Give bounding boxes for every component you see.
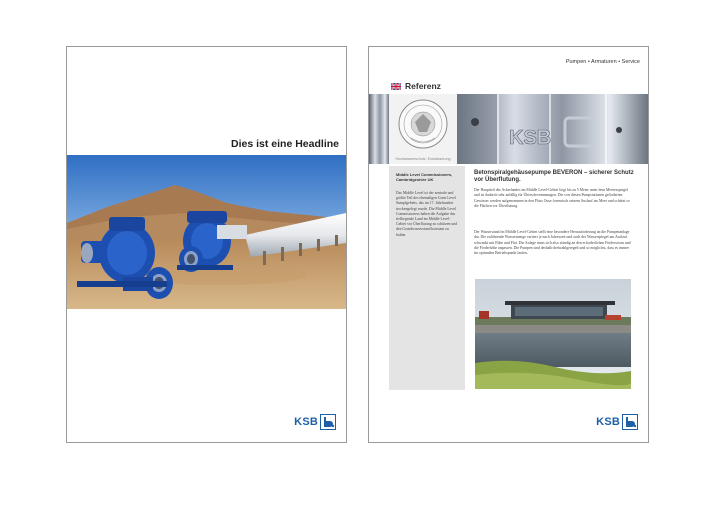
reference-page [368, 46, 649, 443]
commissioners-seal-icon [389, 94, 457, 156]
ksb-logo [596, 414, 638, 430]
ksb-b-mark-icon [320, 414, 336, 430]
sidebar-heading: Middle Level Commissioners, Cambridgeshire UK [396, 172, 453, 182]
cover-headline: Dies ist eine Headline [231, 138, 339, 150]
brand-tagline: Pumpen • Armaturen • Service [565, 59, 640, 65]
customer-sidebar [389, 166, 465, 390]
pump-landscape-image [67, 155, 346, 309]
article-paragraph: Der Hauptteil des Ackerlandes im Middle Level-Gebiet liegt bis zu 5 Meter unter dem Meeresspiegel und ist dadurch sehr anfällig für Überschwemmungen. Die von diesen Pumpstationen geförderten Gewässer werden aufgenommen in den Fluss Ouse forensisch seinem Auslauf ins Meer und schützt so die Flächen vor Überflutung. [474, 188, 630, 208]
ksb-logo [294, 414, 336, 430]
article-title: Betonspiralgehäusepumpe BEVERON – sicherer Schutz vor Überflutung. [474, 170, 634, 183]
article-paragraph: Der Wasserstand im Middle Level-Gebiet stellt eine besondere Herausforderung an die Pumpenanlage dar. Die zuführende Wassermenge variiert je nach Jahreszeit und auch der Wasserspiegel am Auslauf schwankt mit Ebbe und Flut. Die Anlage muss sich also ständig an den erforderlichen Förderstrom und die Förderhöhe anpassen. Die Pumpen sind deshalb drehzahlgeregelt und so möglichst, dass es immer im optimalen Betriebspunkt laufen. [474, 230, 631, 256]
ksb-logo-text: KSB [596, 416, 620, 428]
ksb-b-mark-icon [622, 414, 638, 430]
brochure-cover-page [66, 46, 347, 443]
svg-text:KSB: KSB [509, 127, 552, 149]
seal-caption: Hochwasserschutz, Entwässerung [395, 157, 451, 161]
ksb-logo-text: KSB [294, 416, 318, 428]
section-title-text: Referenz [405, 81, 441, 91]
pumping-station-photo [475, 279, 631, 389]
uk-flag-icon [391, 83, 401, 90]
sidebar-text: Das Middle Level ist der zentrale und größte Teil des ehemaligen Great Level Sumpfgebiets, das im 17. Jahrhundert trockengelegt wurde. Die Middle Level Commissioners haben die Aufgabe das tiefliegende Land im Middle Level-Gebiet vor Überflutung zu schützen und den Grundwasserstand konstant zu halten. [396, 191, 458, 237]
section-title [391, 81, 441, 91]
commissioners-seal-panel [389, 94, 457, 164]
